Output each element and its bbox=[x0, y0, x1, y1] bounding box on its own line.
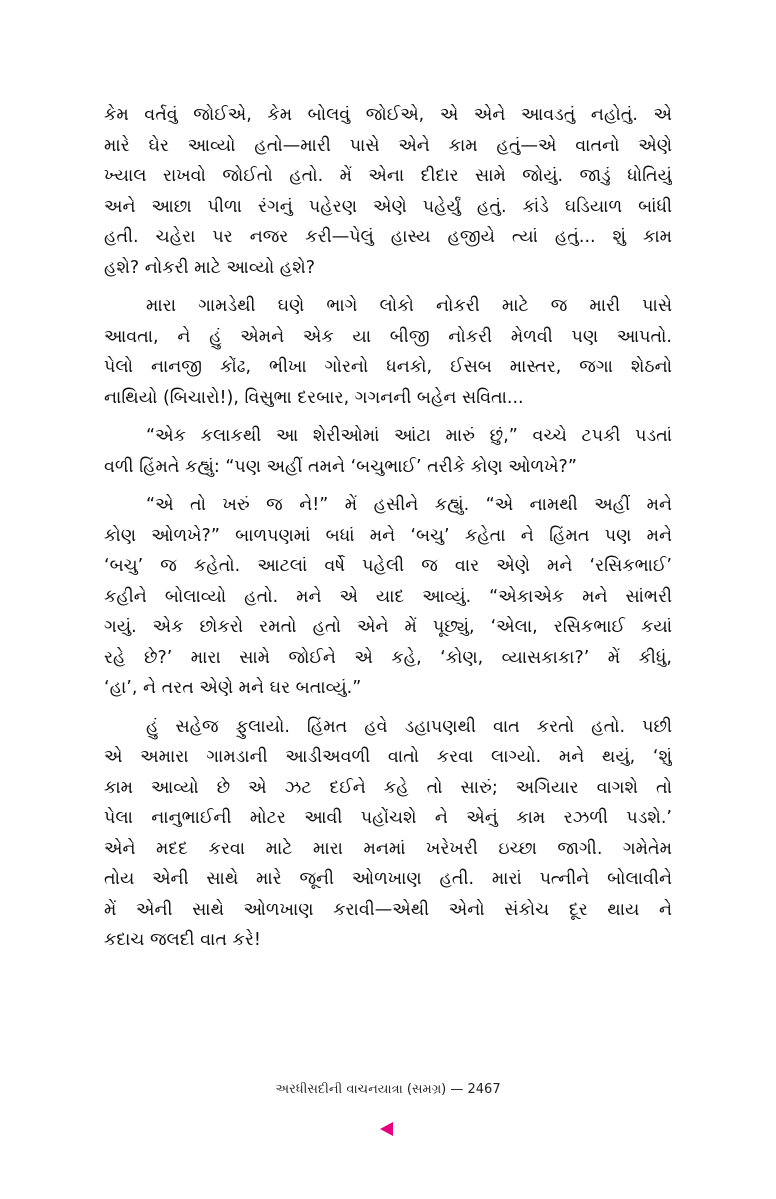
paragraph-2 bbox=[104, 291, 672, 413]
text-line: મેં એની સાથે ઓળખાણ કરાવી—એથી એનો સંકોચ દૂર થાય ને bbox=[104, 899, 672, 920]
text-line: તોય એની સાથે મારે જૂની ઓળખાણ હતી. મારાં પત્નીને બોલાવીને bbox=[104, 869, 672, 889]
text-line: કેમ વર્તવું જોઈએ, કેમ બોલવું જોઈએ, એ એને આવડતું નહોતું. એ bbox=[104, 105, 672, 125]
text-line: ‘બચુ’ જ કહેતો. આટલાં વર્ષે પહેલી જ વાર એણે મને ‘રસિકભાઈ’ bbox=[104, 556, 672, 576]
text-line: રહે છે?’ મારા સામે જોઈને એ કહે, ‘કોણ, વ્યાસકાકા?’ મેં કીધું, bbox=[104, 647, 672, 668]
paragraph-4 bbox=[104, 490, 672, 704]
paragraph-5 bbox=[104, 712, 672, 956]
text-line: આવતા, ને હું એમને એક યા બીજી નોકરી મેળવી પણ આપતો. bbox=[104, 326, 672, 347]
text-line: “એક કલાકથી આ શેરીઓમાં આંટા મારું છું,” વચ્ચે ટપકી પડતાં bbox=[146, 426, 672, 446]
text-line: એ અમારા ગામડાની આડીઅવળી વાતો કરવા લાગ્યો. મને થયું, ‘શું bbox=[104, 747, 672, 767]
text-line: હું સહેજ ફુલાયો. હિંમત હવે ડહાપણથી વાત કરતો હતો. પછી bbox=[146, 716, 672, 737]
text-line: અને આછા પીળા રંગનું પહેરણ એણે પહેર્યું હતું. કાંડે ઘડિયાળ બાંધી bbox=[104, 196, 672, 217]
text-line: નાથિયો (બિચારો!), વિસુભા દરબાર, ગગનની બહેન સવિતા... bbox=[104, 387, 524, 408]
text-line: કહીને બોલાવ્યો હતો. મને એ યાદ આવ્યું. “એકાએક મને સાંભરી bbox=[104, 586, 672, 607]
text-line: “એ તો ખરું જ ને!” મેં હસીને કહ્યું. “એ નામથી અહીં મને bbox=[146, 495, 672, 515]
text-line: હતી. ચહેરા પર નજર કરી—પેલું હાસ્ય હજીયે ત્યાં હતું... શું કામ bbox=[104, 227, 672, 247]
text-line: મારે ઘેર આવ્યો હતો—મારી પાસે એને કામ હતું—એ વાતનો એણે bbox=[104, 135, 672, 156]
page-footer: અરધીસદીની વાચનયાત્રા (સમગ્ર) — 2467 bbox=[275, 1082, 501, 1097]
text-line: પેલા નાનુભાઈની મોટર આવી પહોંચશે ને એનું કામ રઝળી પડશે.’ bbox=[104, 808, 672, 828]
text-line: ગયું. એક છોકરો રમતો હતો એને મેં પૂછ્યું, ‘એલા, રસિકભાઈ કયાં bbox=[104, 617, 672, 637]
text-line: મારા ગામડેથી ઘણે ભાગે લોકો નોકરી માટે જ મારી પાસે bbox=[146, 296, 672, 316]
page-body bbox=[104, 100, 672, 964]
text-line: વળી હિંમતે કહ્યું: “પણ અહીં તમને ‘બચુભાઈ’ તરીકે કોણ ઓળખે?” bbox=[104, 456, 577, 477]
paragraph-1 bbox=[104, 100, 672, 283]
previous-page-icon[interactable] bbox=[380, 1122, 393, 1136]
text-line: ‘હા’, ને તરત એણે મને ઘર બતાવ્યું.” bbox=[104, 678, 362, 698]
text-line: કામ આવ્યો છે એ ઝટ દઈને કહે તો સારું; અગિયાર વાગશે તો bbox=[104, 777, 672, 798]
paragraph-3 bbox=[104, 421, 672, 482]
text-line: કદાચ જલદી વાત કરે! bbox=[104, 930, 261, 950]
text-line: એને મદદ કરવા માટે મારા મનમાં ખરેખરી ઇચ્છા જાગી. ગમેતેમ bbox=[104, 838, 672, 859]
text-line: ખ્યાલ રાખવો જોઈતો હતો. મેં એના દીદાર સામે જોયું. જાડું ધોતિયું bbox=[104, 166, 672, 186]
text-line: કોણ ઓળખે?” બાળપણમાં બધાં મને ‘બચુ’ કહેતા ને હિંમત પણ મને bbox=[104, 525, 672, 546]
text-line: હશે? નોકરી માટે આવ્યો હશે? bbox=[104, 257, 316, 278]
text-line: પેલો નાનજી કોંઢ, ભીખા ગોરનો ધનકો, ઈસબ માસ્તર, જગા શેઠનો bbox=[104, 357, 672, 377]
